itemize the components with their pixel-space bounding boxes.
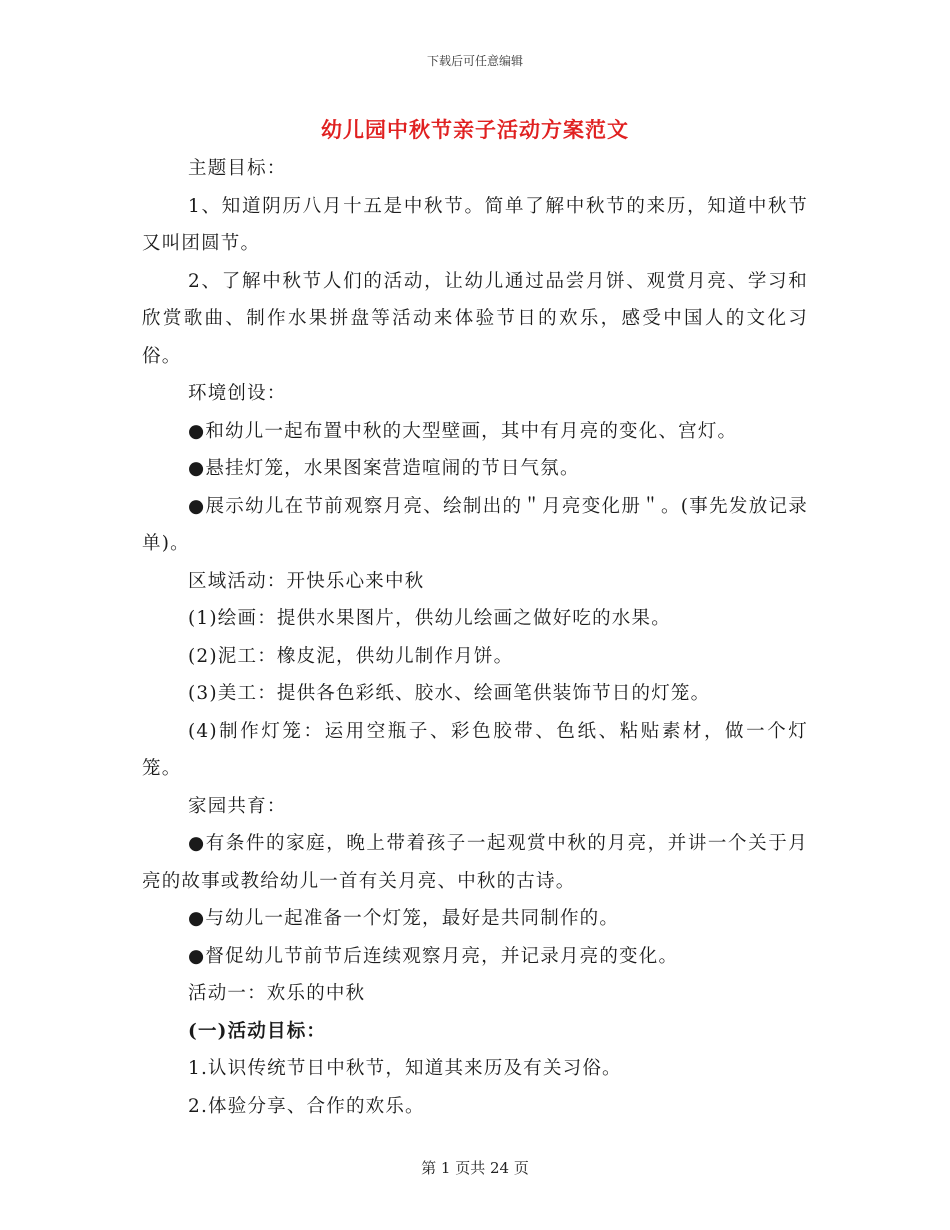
paragraph-theme-goal-heading: 主题目标： bbox=[188, 158, 287, 179]
paragraph-home-coop-3: ●督促幼儿节前节后连续观察月亮，并记录月亮的变化。 bbox=[188, 945, 679, 967]
paragraph-area-activity-heading: 区域活动：开快乐心来中秋 bbox=[188, 570, 425, 592]
paragraph-goal-2: 2、了解中秋节人们的活动，让幼儿通过品尝月饼、观赏月亮、学习和欣赏歌曲、制作水果拼盘等活动来体验节日的欢乐，感受中国人的文化习俗。 bbox=[142, 270, 808, 367]
paragraph-activity-one-heading: 活动一：欢乐的中秋 bbox=[188, 983, 366, 1004]
paragraph-environment-heading: 环境创设： bbox=[188, 383, 287, 404]
page-footer: 第 1 页共 24 页 bbox=[421, 1159, 529, 1177]
document-body bbox=[142, 150, 808, 1125]
paragraph-environment-3: ●展示幼儿在节前观察月亮、绘制出的＂月亮变化册＂。(事先发放记录单)。 bbox=[142, 495, 808, 554]
paragraph-activity-goal-2: 2.体验分享、合作的欢乐。 bbox=[188, 1095, 425, 1117]
paragraph-home-coop-heading: 家园共育： bbox=[188, 795, 287, 817]
paragraph-environment-1: ●和幼儿一起布置中秋的大型壁画，其中有月亮的变化、宫灯。 bbox=[188, 420, 738, 442]
paragraph-activity-goal-heading: (一)活动目标： bbox=[188, 1020, 327, 1042]
paragraph-area-activity-2: (2)泥工：橡皮泥，供幼儿制作月饼。 bbox=[188, 645, 514, 667]
header-note: 下载后可任意编辑 bbox=[426, 54, 523, 68]
paragraph-area-activity-4: (4)制作灯笼：运用空瓶子、彩色胶带、色纸、粘贴素材，做一个灯笼。 bbox=[142, 720, 808, 779]
paragraph-area-activity-3: (3)美工：提供各色彩纸、胶水、绘画笔供装饰节日的灯笼。 bbox=[188, 683, 711, 704]
paragraph-area-activity-1: (1)绘画：提供水果图片，供幼儿绘画之做好吃的水果。 bbox=[188, 608, 671, 629]
document-title: 幼儿园中秋节亲子活动方案范文 bbox=[321, 117, 629, 142]
paragraph-home-coop-1: ●有条件的家庭，晚上带着孩子一起观赏中秋的月亮，并讲一个关于月亮的故事或教给幼儿一首有关月亮、中秋的古诗。 bbox=[142, 833, 808, 892]
paragraph-home-coop-2: ●与幼儿一起准备一个灯笼，最好是共同制作的。 bbox=[188, 908, 620, 929]
paragraph-activity-goal-1: 1.认识传统节日中秋节，知道其来历及有关习俗。 bbox=[188, 1058, 622, 1079]
paragraph-environment-2: ●悬挂灯笼，水果图案营造喧闹的节日气氛。 bbox=[188, 458, 580, 479]
paragraph-goal-1: 1、知道阴历八月十五是中秋节。简单了解中秋节的来历，知道中秋节又叫团圆节。 bbox=[142, 195, 808, 254]
